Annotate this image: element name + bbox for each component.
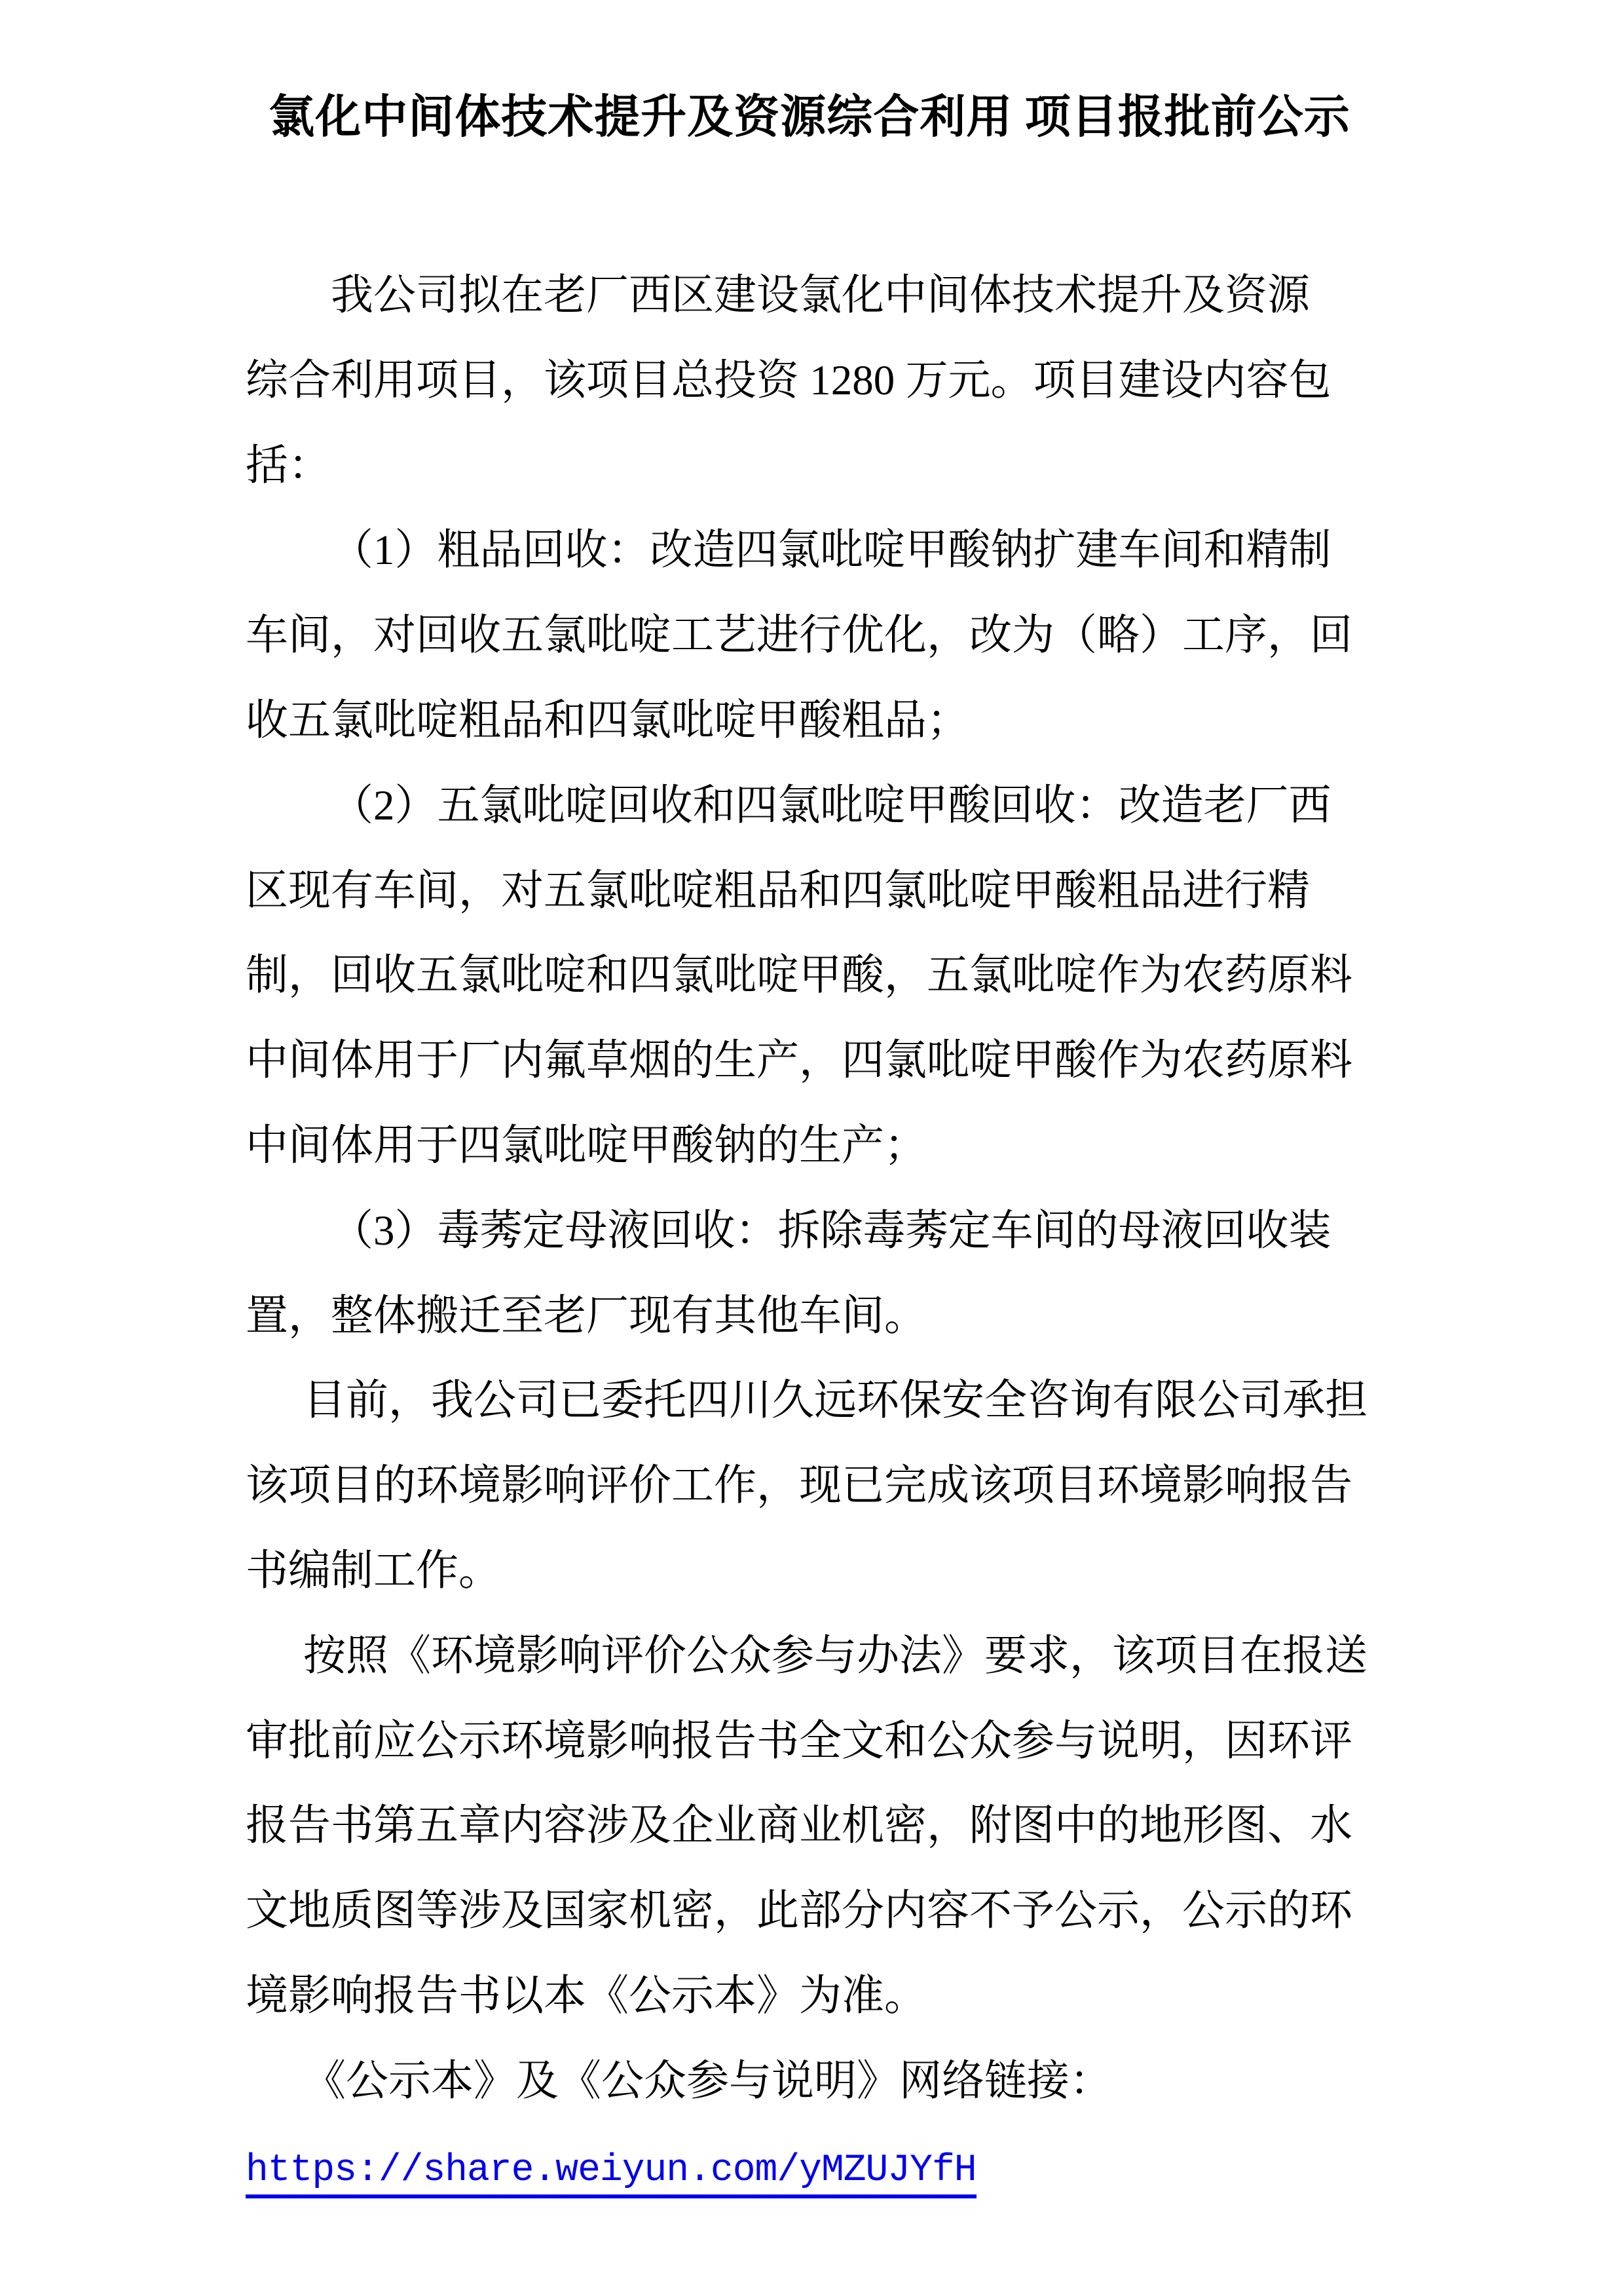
body-line: 文地质图等涉及国家机密，此部分内容不予公示，公示的环 — [246, 1887, 1353, 1935]
body-text — [246, 254, 1375, 2209]
body-line: 制，回收五氯吡啶和四氯吡啶甲酸，五氯吡啶作为农药原料 — [246, 952, 1353, 1000]
body-line: 综合利用项目，该项目总投资 1280 万元。项目建设内容包 — [246, 356, 1331, 404]
body-line: 收五氯吡啶粗品和四氯吡啶甲酸粗品； — [246, 696, 970, 744]
body-line: 该项目的环境影响评价工作，现已完成该项目环境影响报告 — [246, 1462, 1353, 1510]
body-line: 括： — [246, 442, 331, 489]
body-line: 中间体用于四氯吡啶甲酸钠的生产； — [246, 1121, 927, 1169]
body-line: （2）五氯吡啶回收和四氯吡啶甲酸回收：改造老厂西 — [331, 781, 1331, 829]
body-line: 目前，我公司已委托四川久远环保安全咨询有限公司承担 — [303, 1377, 1368, 1425]
body-line: （3）毒莠定母液回收：拆除毒莠定车间的母液回收装 — [331, 1207, 1331, 1254]
body-line: （1）粗品回收：改造四氯吡啶甲酸钠扩建车间和精制 — [331, 527, 1331, 574]
body-line: 境影响报告书以本《公示本》为准。 — [246, 1972, 927, 2020]
link-line — [246, 2124, 1375, 2210]
body-line: 车间，对回收五氯吡啶工艺进行优化，改为（略）工序，回 — [246, 612, 1353, 660]
body-line: 报告书第五章内容涉及企业商业机密，附图中的地形图、水 — [246, 1802, 1353, 1850]
body-line: 书编制工作。 — [246, 1547, 502, 1594]
body-line: 审批前应公示环境影响报告书全文和公众参与说明，因环评 — [246, 1717, 1353, 1765]
body-line: 按照《环境影响评价公众参与办法》要求，该项目在报送 — [303, 1632, 1368, 1680]
body-line: 中间体用于厂内氟草烟的生产，四氯吡啶甲酸作为农药原料 — [246, 1037, 1353, 1085]
body-lines — [246, 254, 1375, 2124]
body-line: 置，整体搬迁至老厂现有其他车间。 — [246, 1292, 927, 1340]
body-line: 我公司拟在老厂西区建设氯化中间体技术提升及资源 — [331, 272, 1311, 319]
page-title: 氯化中间体技术提升及资源综合利用 项目报批前公示 — [269, 92, 1350, 143]
body-line: 《公示本》及《公众参与说明》网络链接： — [303, 2057, 1113, 2105]
share-link[interactable]: https://share.weiyun.com/yMZUJYfH — [246, 2149, 977, 2198]
body-line: 区现有车间，对五氯吡啶粗品和四氯吡啶甲酸粗品进行精 — [246, 867, 1311, 914]
